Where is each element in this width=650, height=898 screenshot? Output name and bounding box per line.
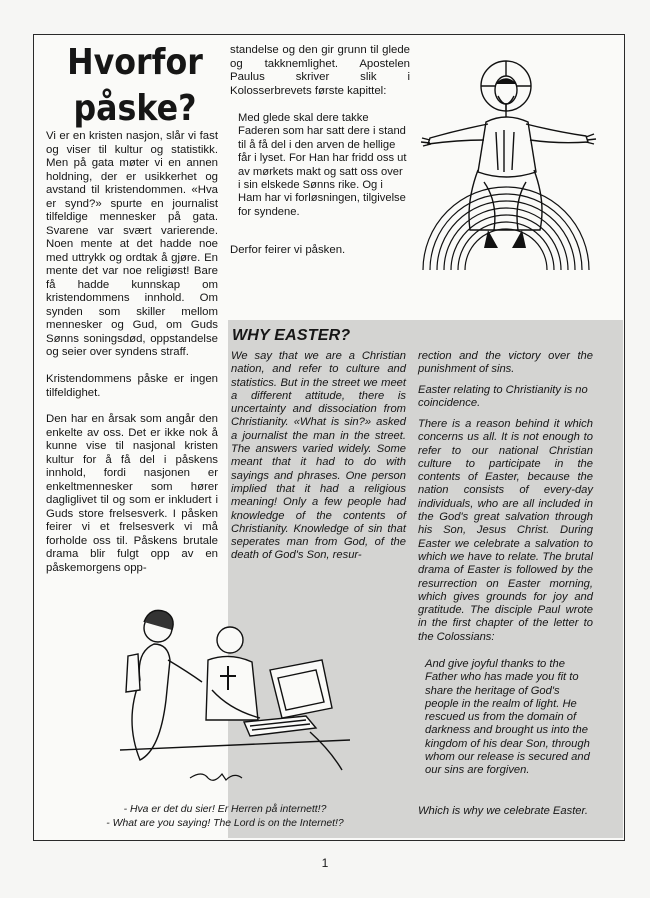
- english-closing: Which is why we celebrate Easter.: [418, 805, 588, 817]
- english-paragraph-4: There is a reason behind it which concerns us all. It is not enough to refer to our national Christian culture to participate in the contents of Easter, because the nation consists of every-day individuals, who are all included in the God's great salvation through his Son, Jesus Christ. During Easter we celebrate a salvation to which we have to relate. The brutal drama of Easter is followed by the resurrection on Easter morning, which gives grounds for joy and gratitude. The disciple Paul wrote in the first chapter of the letter to the Colossians:: [418, 418, 593, 643]
- cartoon-illustration: [110, 600, 360, 790]
- norwegian-paragraph-4: standelse og den gir grunn til glede og takknemlighet. Apostelen Paulus skriver slik i Kolosserbrevets første kapittel:: [230, 44, 410, 97]
- english-heading: WHY EASTER?: [232, 327, 351, 344]
- article-title: Hvorfor påske?: [67, 42, 203, 129]
- caption-norwegian: - Hva er det du sier! Er Herren på internett!?: [123, 804, 327, 815]
- page-number: 1: [321, 856, 329, 870]
- norwegian-bible-quote: Med glede skal dere takke Faderen som har satt dere i stand til å få del i den arven de hellige får i lyset. For Han har fridd oss ut av mørkets makt og satt oss over i sin elskede Sønns rike. Og i Ham har vi forløsningen, tilgivelse for syndene.: [238, 112, 407, 218]
- english-bible-quote: And give joyful thanks to the Father who has made you fit to share the heritage of God's people in the realm of light. He rescued us from the domain of darkness and brought us into the kingdom of his dear Son, through whom our release is secured and our sins are forgiven.: [425, 658, 590, 777]
- norwegian-paragraph-3: Den har en årsak som angår den enkelte av oss. Det er ikke nok å kunne vise til nasjonal kristen kultur for å få del i påskens innhold, fordi nasjonen er enkeltmennesker som hører dagliglivet til og som er inkludert i Guds store frelsesverk. I påsken feirer vi et frelsesverk vi må forholde oss til. Påskens brutale drama blir fulgt opp av en påskemorgens opp-: [46, 413, 218, 574]
- english-paragraph-3: Easter relating to Christianity is no coincidence.: [418, 384, 588, 410]
- english-paragraph-2: rection and the victory over the punishment of sins.: [418, 350, 593, 376]
- english-paragraph-1: We say that we are a Christian nation, and refer to culture and statistics. But in the street we meet a different attitude, there is uncertainty and dissociation from Christianity. «What is sin?» asked a journalist the man in the street. The answers varied widely. Some meant that it had to do with sayings and phrases. One person implied that it had a religious meaning! Only a few people had knowledge of the contents of Christianity. Knowledge of sin that seperates man from God, of the death of God's Son, resur-: [231, 350, 406, 562]
- norwegian-paragraph-2: Kristendommens påske er ingen tilfeldighet.: [46, 373, 218, 399]
- christ-illustration: [418, 52, 613, 270]
- norwegian-closing: Derfor feirer vi påsken.: [230, 244, 346, 256]
- norwegian-paragraph-1: Vi er en kristen nasjon, slår vi fast og viser til kultur og statistikk. Men på gata møter vi en annen holdning, der er usikkerhet og avstand til kristendommen. «Hva er synd?» spurte en journalist tilfeldige mennesker på gata. Svarene var svært varierende. Noen mente at det hadde noe med uttrykk og ordtak å gjøre. En mente det var noe religiøst! Bare få hadde kunnskap om kristendommens innhold. Om synden som skiller mellom mennesker og Gud, om Guds Sønns soningsdød, oppstandelse og seier over syndens straff.: [46, 130, 218, 358]
- caption-english: - What are you saying! The Lord is on the Internet!?: [106, 818, 344, 829]
